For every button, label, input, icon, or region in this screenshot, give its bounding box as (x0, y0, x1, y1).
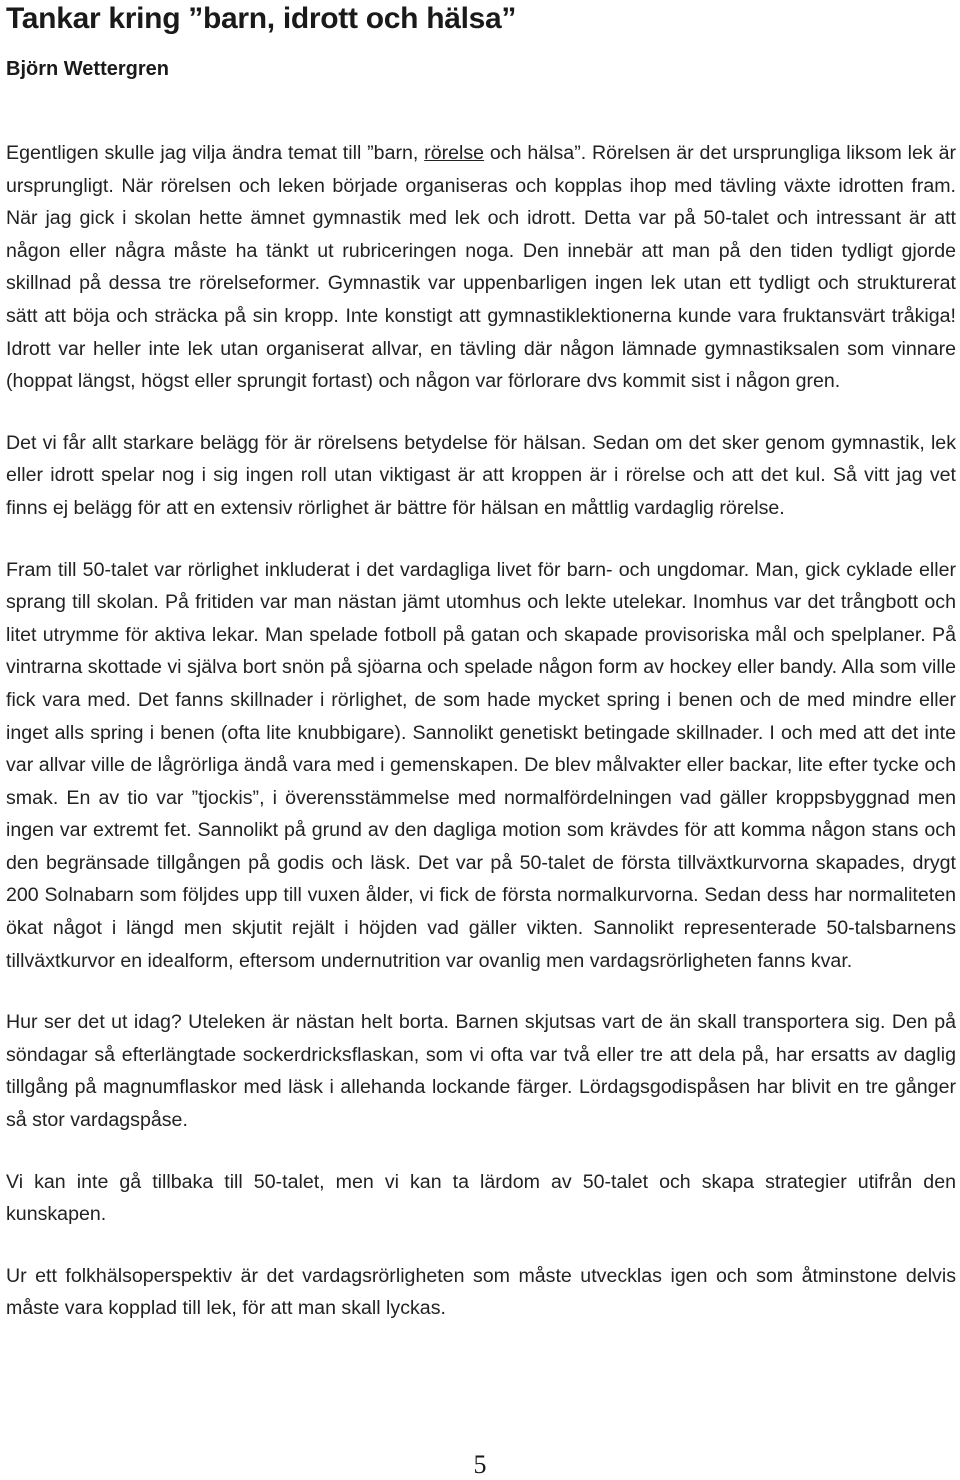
page-number: 5 (473, 1450, 487, 1479)
author-name: Björn Wettergren (6, 58, 169, 80)
paragraph-3: Fram till 50-talet var rörlighet inkluderat i det vardagliga livet för barn- och ungdomar. Man, gick cyklade eller sprang till skolan. På fritiden var man nästan jämt utomhus och lekte utelekar. Inomhus var det trångbott och litet utrymme för aktiva lekar. Man spelade fotboll på gatan och skapade provisoriska mål och spelplaner. På vintrarna skottade vi själva bort snön på sjöarna och spelade någon form av hockey eller bandy. Alla som ville fick vara med. Det fanns skillnader i rörlighet, de som hade mycket spring i benen och de med mindre eller inget alls spring i benen (ofta lite knubbigare). Sannolikt genetiskt betingade skillnader. I och med att det inte var allvar ville de lågrörliga ändå vara med i gemenskapen. De blev målvakter eller backar, lite efter tycke och smak. En av tio var ”tjockis”, i överensstämmelse med normalfördelningen vad gäller kroppsbyggnad men ingen var extremt fet. Sannolikt på grund av den dagliga motion som krävdes för att komma någon stans och den begränsade tillgången på godis och läsk. Det var på 50-talet de första tillväxtkurvorna skapades, drygt 200 Solnabarn som följdes upp till vuxen ålder, vi fick de första normalkurvorna. Sedan dess har normaliteten ökat något i längd men skjutit rejält i höjden vad gäller vikten. Sannolikt representerade 50-talsbarnens tillväxtkurvor en idealform, eftersom undernutrition var ovanlig men vardagsrörligheten fanns kvar. (6, 558, 956, 972)
underlined-word: rörelse (424, 142, 485, 164)
paragraph-5: Vi kan inte gå tillbaka till 50-talet, men vi kan ta lärdom av 50-talet och skapa strategier utifrån den kunskapen. (6, 1170, 956, 1226)
document-title: Tankar kring ”barn, idrott och hälsa” (6, 2, 517, 35)
paragraph-4: Hur ser det ut idag? Uteleken är nästan helt borta. Barnen skjutsas vart de än skall transportera sig. Den på söndagar så efterlängtade sockerdricksflaskan, som vi ofta var två eller tre att dela på, har ersatts av daglig tillgång på magnumflaskor med läsk i allehanda lockande färger. Lördagsgodispåsen har blivit en tre gånger så stor vardagspåse. (6, 1011, 956, 1132)
paragraph-1 (6, 137, 956, 398)
paragraph-6: Ur ett folkhälsoperspektiv är det vardagsrörligheten som måste utvecklas igen och som åtminstone delvis måste vara kopplad till lek, för att man skall lyckas. (6, 1264, 956, 1320)
paragraph-1-start: Egentligen skulle jag vilja ändra temat till ”barn, (6, 142, 425, 164)
paragraph-2: Det vi får allt starkare belägg för är rörelsens betydelse för hälsan. Sedan om det sker genom gymnastik, lek eller idrott spelar nog i sig ingen roll utan viktigast är att kroppen är i rörelse och att det kul. Så vitt jag vet finns ej belägg för att en extensiv rörlighet är bättre för hälsan en måttlig vardaglig rörelse. (6, 431, 956, 519)
body-text (6, 137, 956, 1354)
paragraph-1-rest: och hälsa”. Rörelsen är det ursprungliga liksom lek är ursprungligt. När rörelsen och leken började organiseras och kopplas ihop med tävling växte idrotten fram. När jag gick i skolan hette ämnet gymnastik med lek och idrott. Detta var på 50-talet och intressant är att någon eller några måste ha tänkt ut rubriceringen noga. Den innebär att man på den tiden tydligt gjorde skillnad på dessa tre rörelseformer. Gymnastik var uppenbarligen ingen lek utan ett tydligt och strukturerat sätt att böja och sträcka på sin kropp. Inte konstigt att gymnastiklektionerna kunde vara fruktansvärt tråkiga! Idrott var heller inte lek utan organiserat allvar, en tävling där någon lämnade gymnastiksalen som vinnare (hoppat längst, högst eller sprungit fortast) och någon var förlorare dvs kommit sist i någon gren. (6, 142, 956, 393)
